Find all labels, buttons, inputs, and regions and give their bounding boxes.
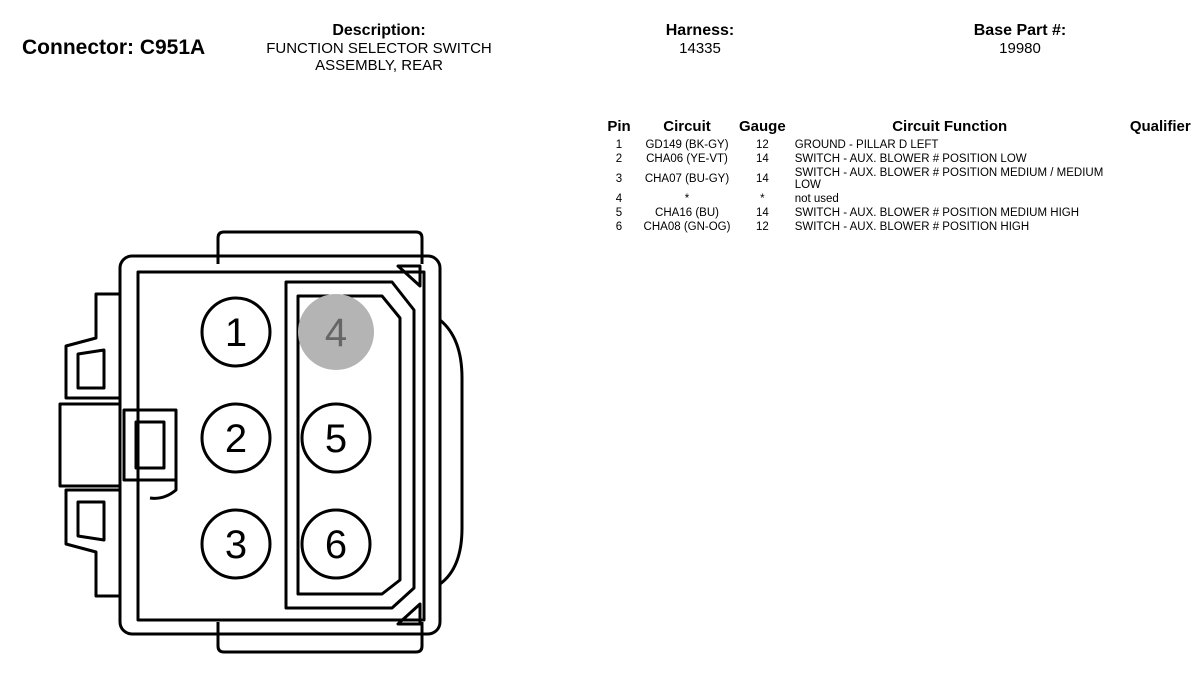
cell-qualifier [1108,152,1194,166]
base-part-block [940,22,1100,57]
cell-function: SWITCH - AUX. BLOWER # POSITION HIGH [794,221,1030,233]
harness-label: Harness: [665,22,735,39]
table-row [600,220,1194,234]
cell-function: SWITCH - AUX. BLOWER # POSITION LOW [794,153,1027,165]
latch-lower [66,490,120,596]
cell-qualifier [1108,166,1194,192]
header-gauge: Gauge [739,118,786,135]
table-row [600,192,1194,206]
latch-center-box-inner [136,422,164,468]
key-notch-top [398,266,420,286]
table-row [600,166,1194,192]
base-part-value: 19980 [999,40,1041,57]
pin-label-2: 2 [224,417,248,461]
top-tab [218,232,422,264]
cell-function: not used [794,193,839,205]
cell-circuit: CHA07 (BU-GY) [644,173,730,185]
harness-value: 14335 [679,40,721,57]
header-circuit: Circuit [663,118,711,135]
cell-qualifier [1108,192,1194,206]
cell-qualifier [1108,206,1194,220]
bottom-tab [218,622,422,652]
description-value: FUNCTION SELECTOR SWITCH ASSEMBLY, REAR [266,40,492,74]
pin-label-1: 1 [224,311,248,355]
cell-gauge: * [760,193,765,205]
right-bulge [440,320,462,584]
header-circuit-function: Circuit Function [892,118,1008,135]
pin-label-6: 6 [324,523,348,567]
connector-title: Connector: C951A [22,36,206,59]
cell-pin: 3 [615,173,623,185]
cell-pin: 5 [615,207,623,219]
cell-circuit: CHA08 (GN-OG) [643,221,731,233]
cell-gauge: 14 [755,207,769,219]
cell-qualifier [1108,220,1194,234]
cell-pin: 6 [615,221,623,233]
inner-frame [138,272,424,620]
cell-function: SWITCH - AUX. BLOWER # POSITION MEDIUM / MEDIUM LOW [794,167,1104,191]
description-label: Description: [332,22,426,39]
cell-pin: 2 [615,153,623,165]
table-row [600,152,1194,166]
cell-circuit: * [684,193,690,205]
cell-function: GROUND - PILLAR D LEFT [794,139,939,151]
table-row [600,138,1194,152]
cell-pin: 4 [615,193,623,205]
connector-face-diagram [0,228,480,668]
pin-label-3: 3 [224,523,248,567]
cell-pin: 1 [615,139,623,151]
latch-upper-inner [78,350,104,388]
base-part-label: Base Part #: [973,22,1067,39]
header-pin: Pin [607,118,631,135]
latch-center [60,404,120,486]
table-row [600,206,1194,220]
cell-circuit: CHA16 (BU) [655,207,719,219]
cell-qualifier [1108,138,1194,152]
pin-table [600,116,1194,234]
cell-function: SWITCH - AUX. BLOWER # POSITION MEDIUM HIGH [794,207,1080,219]
description-block [248,22,510,74]
latch-upper [66,294,120,398]
cell-circuit: CHA06 (YE-VT) [646,153,728,165]
housing-outer [120,256,440,634]
cell-gauge: 14 [755,173,769,185]
cell-gauge: 12 [755,139,769,151]
pin-table-header [600,116,1194,138]
cell-gauge: 12 [755,221,769,233]
pin-label-4: 4 [324,311,348,355]
cell-gauge: 14 [755,153,769,165]
cell-circuit: GD149 (BK-GY) [645,139,729,151]
pin-label-5: 5 [324,417,348,461]
latch-lower-inner [78,502,104,540]
harness-block [640,22,760,57]
header-qualifier: Qualifier [1129,118,1191,135]
